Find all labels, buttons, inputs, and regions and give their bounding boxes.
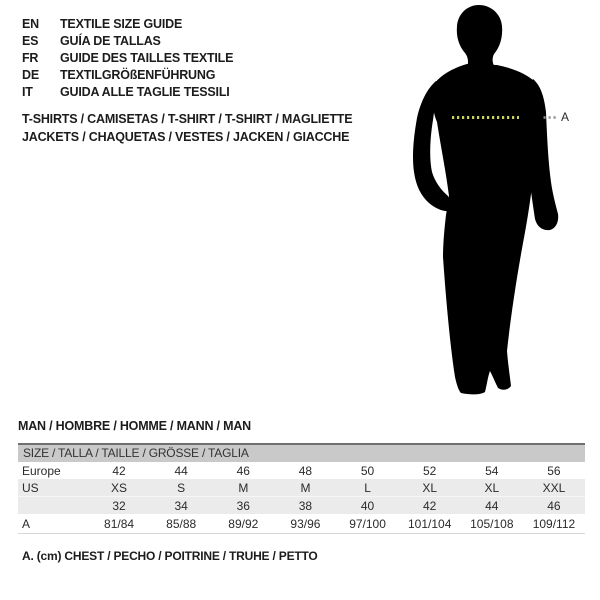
language-code: IT [22, 85, 33, 99]
cell: 50 [360, 463, 375, 478]
cell: XL [484, 480, 500, 495]
language-code: DE [22, 68, 39, 82]
cell: M [300, 480, 311, 495]
silhouette-head [457, 5, 502, 67]
table-row-us [18, 479, 585, 497]
cell: 56 [547, 463, 561, 478]
language-row [22, 33, 233, 50]
cell: S [177, 480, 186, 495]
cell: XL [422, 480, 438, 495]
cell: 81/84 [104, 516, 135, 531]
cell: 40 [360, 498, 375, 513]
row-label: A [22, 516, 31, 531]
cell: 36 [236, 498, 250, 513]
silhouette-body [433, 64, 541, 394]
section-title-man: MAN / HOMBRE / HOMME / MANN / MAN [18, 419, 251, 433]
cell: XS [111, 480, 128, 495]
cell: 89/92 [228, 516, 259, 531]
cell: 42 [423, 498, 437, 513]
cell: 109/112 [532, 516, 576, 531]
cell: 85/88 [166, 516, 197, 531]
cell: 52 [423, 463, 437, 478]
table-row-europe [18, 462, 585, 479]
garment-line-jackets: JACKETS / CHAQUETAS / VESTES / JACKEN / GIACCHE [22, 129, 350, 144]
row-label: Europe [22, 463, 61, 478]
footnote-chest-measure: A. (cm) CHEST / PECHO / POITRINE / TRUHE / PETTO [22, 549, 318, 563]
cell: L [364, 480, 371, 495]
language-label: GUÍA DE TALLAS [60, 34, 161, 48]
cell: 54 [485, 463, 499, 478]
cell: 101/104 [407, 516, 452, 531]
row-label [18, 497, 88, 515]
language-label: GUIDE DES TAILLES TEXTILE [60, 51, 234, 65]
language-code: ES [22, 34, 39, 48]
cell: M [238, 480, 249, 495]
measure-label-a: A [561, 110, 570, 124]
garment-line-tshirts: T-SHIRTS / CAMISETAS / T-SHIRT / T-SHIRT / MAGLIETTE [22, 112, 353, 126]
silhouette-right-arm [527, 79, 559, 230]
language-row [22, 50, 233, 67]
cell: 46 [236, 463, 250, 478]
cell: 42 [112, 463, 126, 478]
cell: 38 [298, 498, 313, 513]
cell: 93/96 [290, 516, 321, 531]
language-code: EN [22, 17, 39, 31]
cell: 34 [174, 498, 188, 513]
cell: 46 [547, 498, 561, 513]
cell: 32 [112, 498, 126, 513]
language-code: FR [22, 51, 39, 65]
table-row-a-chest [18, 514, 585, 534]
row-label: US [22, 480, 39, 495]
language-row [22, 84, 233, 101]
cell: 44 [174, 463, 188, 478]
size-table-grid [18, 462, 585, 534]
size-table [18, 443, 585, 534]
man-silhouette [400, 0, 600, 400]
language-row [22, 16, 233, 33]
language-label: TEXTILGRÖßENFÜHRUNG [60, 68, 216, 82]
garment-types [22, 111, 352, 146]
cell: 105/108 [470, 516, 514, 531]
cell: 44 [485, 498, 499, 513]
language-label: TEXTILE SIZE GUIDE [60, 17, 183, 31]
language-label: GUIDA ALLE TAGLIE TESSILI [60, 85, 230, 99]
cell: 97/100 [349, 516, 386, 531]
table-row-uk [18, 497, 585, 515]
cell: 48 [298, 463, 313, 478]
language-row [22, 67, 233, 84]
cell: XXL [542, 480, 566, 495]
language-list [22, 16, 233, 101]
size-table-header: SIZE / TALLA / TAILLE / GRÖSSE / TAGLIA [18, 443, 585, 462]
